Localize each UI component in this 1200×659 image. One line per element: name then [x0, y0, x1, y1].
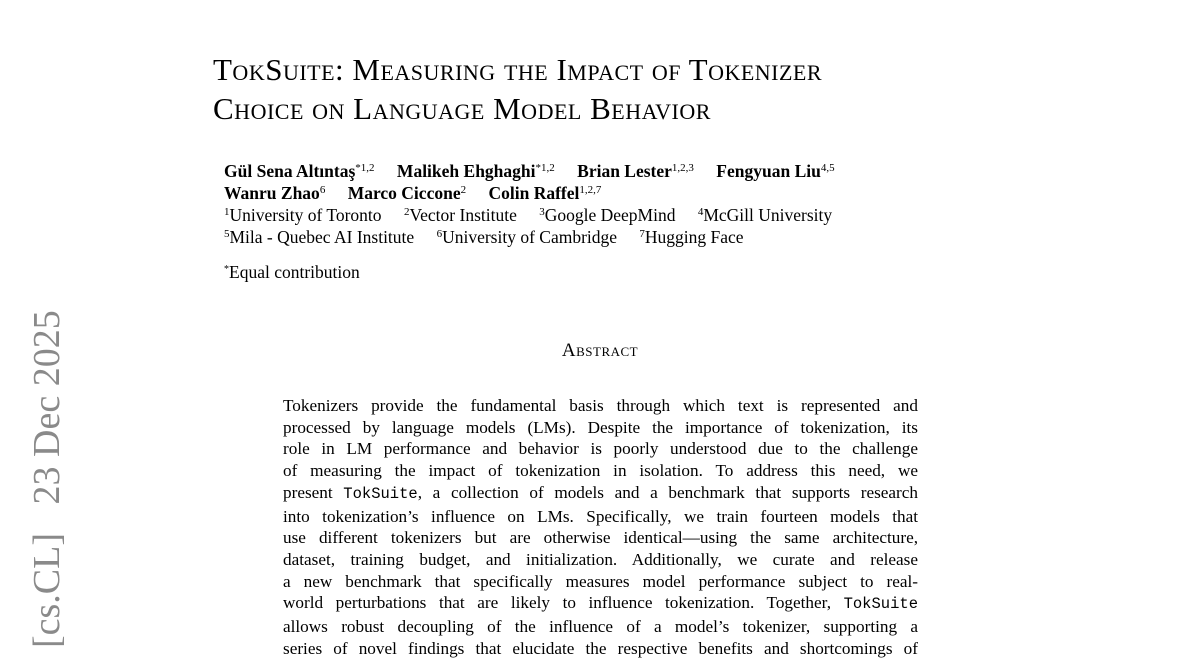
author: Brian Lester$^{1,2,3}$	[577, 161, 694, 181]
paper-title	[213, 50, 1113, 128]
toksuite-mono: TokSuite	[843, 595, 918, 614]
abstract-line: dataset, training budget, and initialization. Additionally, we curate and release	[283, 549, 918, 569]
abstract-line: of measuring the impact of tokenization in isolation. To address this need, we	[283, 461, 918, 481]
abstract-line: allows robust decoupling of the influence of a model’s tokenizer, supporting a	[283, 617, 918, 637]
author: Marco Ciccone$^2$	[347, 183, 467, 203]
affiliation: $^1$University of Toronto	[224, 205, 382, 225]
author: Malikeh Ehghaghi$^{*1,2}$	[396, 161, 555, 181]
title-toksuite: TokSuite	[213, 52, 336, 87]
abstract-line: role in LM performance and behavior is poorly understood due to the challenge	[283, 439, 918, 459]
author: Colin Raffel$^{1,2,7}$	[488, 183, 602, 203]
affiliation: $^3$Google DeepMind	[539, 205, 676, 225]
affiliation: $^5$Mila - Quebec AI Institute	[224, 227, 415, 247]
affiliation: $^4$McGill University	[697, 205, 833, 225]
abstract-body	[283, 395, 918, 659]
title-line-1	[213, 50, 1113, 89]
affiliation: $^2$Vector Institute	[403, 205, 517, 225]
affiliations-line-1	[224, 204, 984, 226]
title-line-1-rest: : Measuring the Impact of Tokenizer	[335, 52, 823, 87]
abstract-line: into tokenization’s influence on LMs. Specifically, we train fourteen models that	[283, 506, 918, 526]
title-line-2: Choice on Language Model Behavior	[213, 91, 711, 126]
abstract-line: use different tokenizers but are otherwise identical—using the same architecture,	[283, 528, 918, 548]
abstract-line: present TokSuite, a collection of models and a benchmark that supports research	[283, 482, 918, 503]
author: Gül Sena Altıntaş$^{*1,2}$	[224, 161, 375, 181]
abstract-heading: Abstract	[561, 340, 639, 361]
author-block	[224, 160, 984, 248]
abstract-line: series of novel findings that elucidate the respective benefits and shortcomings of	[283, 638, 918, 658]
affiliation: $^7$Hugging Face	[639, 227, 744, 247]
affiliation: $^6$University of Cambridge	[436, 227, 618, 247]
toksuite-mono: TokSuite	[343, 484, 418, 503]
author-names-line-1	[224, 160, 984, 182]
abstract-line: a new benchmark that specifically measures model performance subject to real-	[283, 571, 918, 591]
affiliations-line-2	[224, 226, 984, 248]
author: Fengyuan Liu$^{4,5}$	[716, 161, 835, 181]
abstract-line: Tokenizers provide the fundamental basis through which text is represented and	[283, 396, 918, 415]
author-names-line-2	[224, 182, 984, 204]
abstract-line: processed by language models (LMs). Despite the importance of tokenization, its	[283, 417, 918, 437]
equal-contribution-note: *Equal contribution	[224, 262, 360, 282]
author: Wanru Zhao$^6$	[224, 183, 326, 203]
arxiv-sidebar-stamp: [cs.CL] 23 Dec 2025	[26, 310, 68, 648]
abstract-line: world perturbations that are likely to influence tokenization. Together, TokSuite	[283, 593, 918, 614]
